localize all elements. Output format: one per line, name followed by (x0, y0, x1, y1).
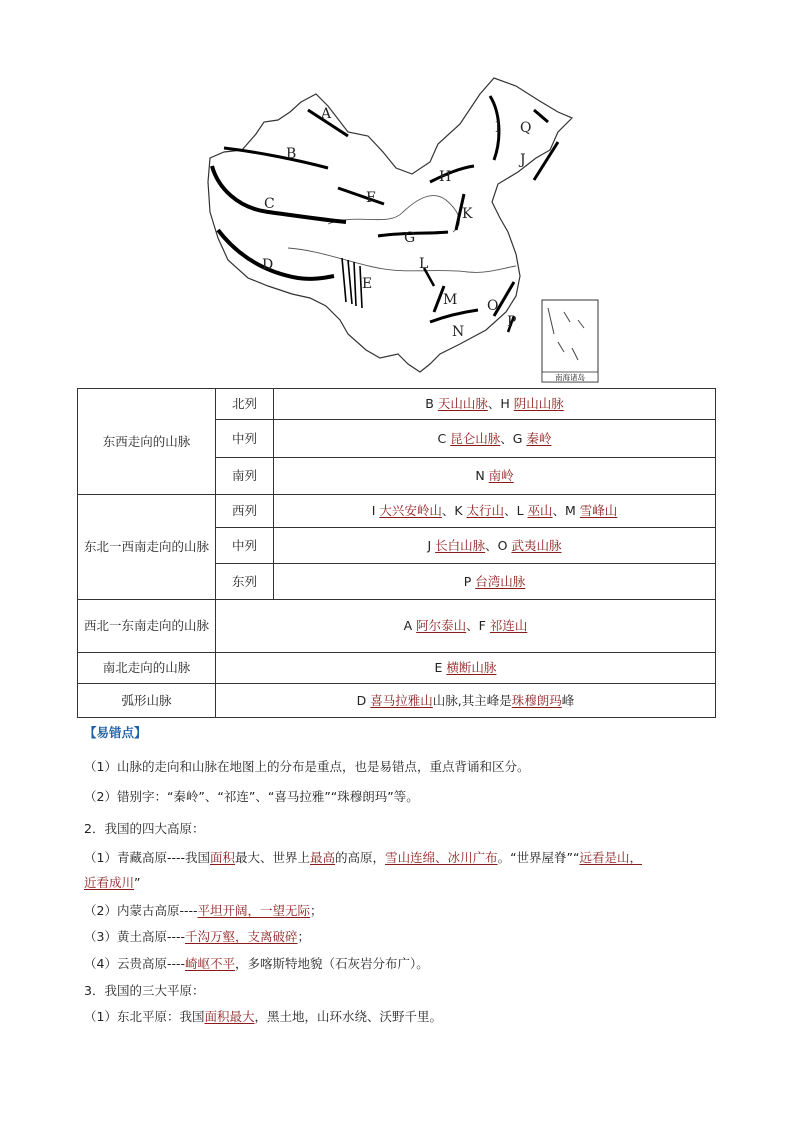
mountain-J (534, 142, 558, 180)
map-label-I: I (495, 120, 501, 136)
table-row (78, 684, 716, 718)
plateau-item-cont: 近看成川” (84, 875, 141, 890)
group-name-arc: 弧形山脉 (78, 684, 216, 718)
row-position: 北列 (216, 389, 274, 420)
plain-item: （1）东北平原：我国面积最大，黑土地，山环水绕、沃野千里。 (84, 1009, 442, 1024)
group-name-ns: 南北走向的山脉 (78, 653, 216, 684)
table-row (78, 600, 716, 653)
china-mountain-map (198, 72, 608, 384)
plateau-item: （1）青藏高原----我国面积最大、世界上最高的高原，雪山连绵、冰川广布。“世界屋脊”“远看是山， (84, 850, 643, 865)
note-item: （1）山脉的走向和山脉在地图上的分布是重点，也是易错点，重点背诵和区分。 (84, 759, 530, 774)
row-content: A 阿尔泰山、F 祁连山 (216, 600, 716, 653)
row-content: N 南岭 (274, 458, 716, 495)
mountain-N (430, 310, 478, 322)
map-label-F: F (366, 190, 376, 206)
mountain-D (218, 230, 334, 279)
yangtze-river (288, 248, 516, 272)
south-sea-inset (542, 300, 598, 382)
section-heading: 2．我国的四大高原： (84, 821, 205, 836)
row-content: D 喜马拉雅山山脉,其主峰是珠穆朗玛峰 (216, 684, 716, 718)
row-content: I 大兴安岭山、K 太行山、L 巫山、M 雪峰山 (274, 495, 716, 528)
plateau-item: （2）内蒙古高原----平坦开阔，一望无际； (84, 903, 323, 918)
map-label-G: G (404, 230, 416, 246)
mountain-H (430, 166, 474, 182)
mountain-table (77, 388, 716, 718)
group-name-nw-se: 西北一东南走向的山脉 (78, 600, 216, 653)
inset-label: 南海诸岛 (555, 373, 585, 382)
note-item: （2）错别字：“秦岭”、“祁连”、“喜马拉雅”“珠穆朗玛”等。 (84, 789, 419, 804)
map-label-C: C (264, 196, 275, 212)
row-position: 南列 (216, 458, 274, 495)
section-heading: 3．我国的三大平原： (84, 983, 205, 998)
plateau-item: （3）黄土高原----千沟万壑，支离破碎； (84, 929, 311, 944)
mountain-F (338, 188, 384, 204)
map-label-K: K (462, 206, 473, 222)
mountain-B (224, 148, 328, 168)
row-position: 中列 (216, 528, 274, 564)
map-label-P: P (507, 314, 517, 330)
table-row (78, 389, 716, 420)
map-label-J: J (520, 152, 526, 168)
map-label-B: B (286, 146, 297, 162)
mountain-E (342, 258, 362, 308)
row-position: 西列 (216, 495, 274, 528)
table-row (78, 653, 716, 684)
map-svg (198, 72, 608, 384)
mountain-C (212, 166, 346, 222)
row-content: J 长白山脉、O 武夷山脉 (274, 528, 716, 564)
row-content: P 台湾山脉 (274, 564, 716, 600)
map-label-D: D (262, 257, 274, 273)
mountain-Q (534, 110, 548, 122)
group-name-ne-sw: 东北一西南走向的山脉 (78, 495, 216, 600)
row-position: 东列 (216, 564, 274, 600)
map-label-N: N (452, 324, 465, 340)
row-content: E 横断山脉 (216, 653, 716, 684)
error-points-heading: 【易错点】 (84, 725, 147, 740)
map-label-M: M (443, 292, 458, 308)
row-position: 中列 (216, 420, 274, 458)
map-label-H: H (439, 169, 452, 185)
map-label-O: O (487, 298, 499, 314)
group-name-ew: 东西走向的山脉 (78, 389, 216, 495)
china-outline (208, 78, 572, 372)
map-label-L: L (419, 256, 429, 272)
map-label-Q: Q (520, 120, 532, 136)
yellow-river (328, 196, 459, 232)
map-label-E: E (362, 276, 373, 292)
map-label-A: A (321, 106, 332, 122)
row-content: B 天山山脉、H 阴山山脉 (274, 389, 716, 420)
plateau-item: （4）云贵高原----崎岖不平，多喀斯特地貌（石灰岩分布广）。 (84, 956, 429, 971)
table-row (78, 495, 716, 528)
row-content: C 昆仑山脉、G 秦岭 (274, 420, 716, 458)
